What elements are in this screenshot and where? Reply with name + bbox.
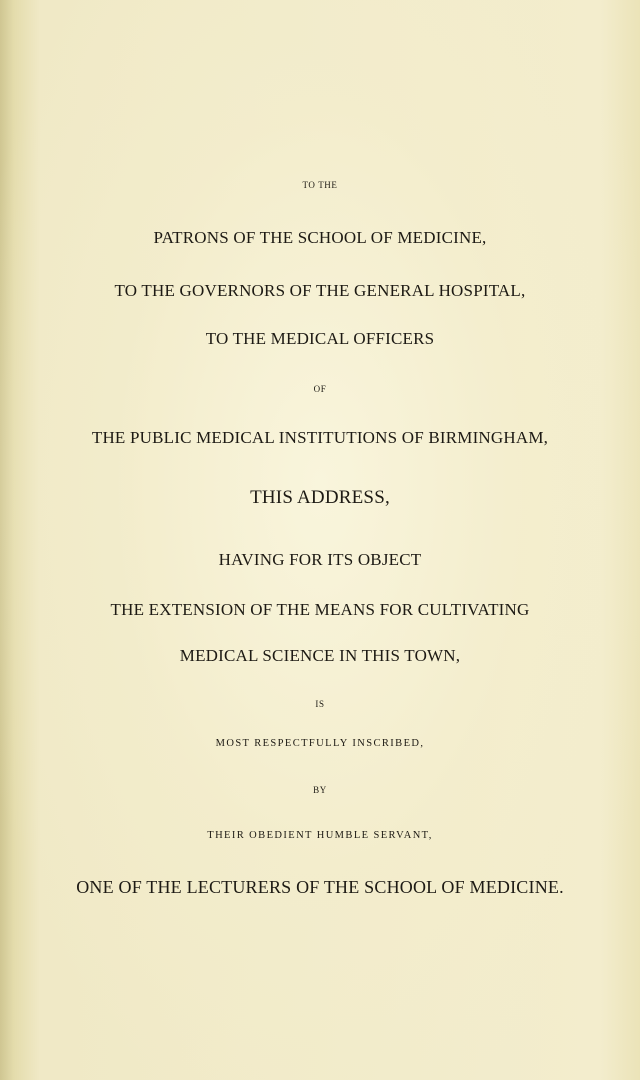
- dedication-officers: TO THE MEDICAL OFFICERS: [205, 329, 435, 348]
- dedication-having: HAVING FOR ITS OBJECT: [218, 550, 422, 569]
- dedication-science: MEDICAL SCIENCE IN THIS TOWN,: [179, 646, 461, 665]
- dedication-patrons: PATRONS OF THE SCHOOL OF MEDICINE,: [153, 228, 487, 247]
- dedication-address: THIS ADDRESS,: [250, 487, 390, 508]
- dedication-by: BY: [313, 785, 327, 795]
- dedication-lecturers: ONE OF THE LECTURERS OF THE SCHOOL OF MEDICINE.: [76, 877, 564, 897]
- dedication-of: OF: [313, 384, 327, 394]
- dedication-institutions: THE PUBLIC MEDICAL INSTITUTIONS OF BIRMINGHAM,: [91, 428, 549, 447]
- dedication-to-the: TO THE: [302, 180, 338, 190]
- dedication-is: IS: [315, 699, 325, 709]
- dedication-governors: TO THE GOVERNORS OF THE GENERAL HOSPITAL,: [114, 281, 526, 300]
- dedication-extension: THE EXTENSION OF THE MEANS FOR CULTIVATING: [110, 600, 530, 619]
- dedication-servant: THEIR OBEDIENT HUMBLE SERVANT,: [207, 830, 433, 841]
- dedication-inscribed: MOST RESPECTFULLY INSCRIBED,: [215, 738, 425, 749]
